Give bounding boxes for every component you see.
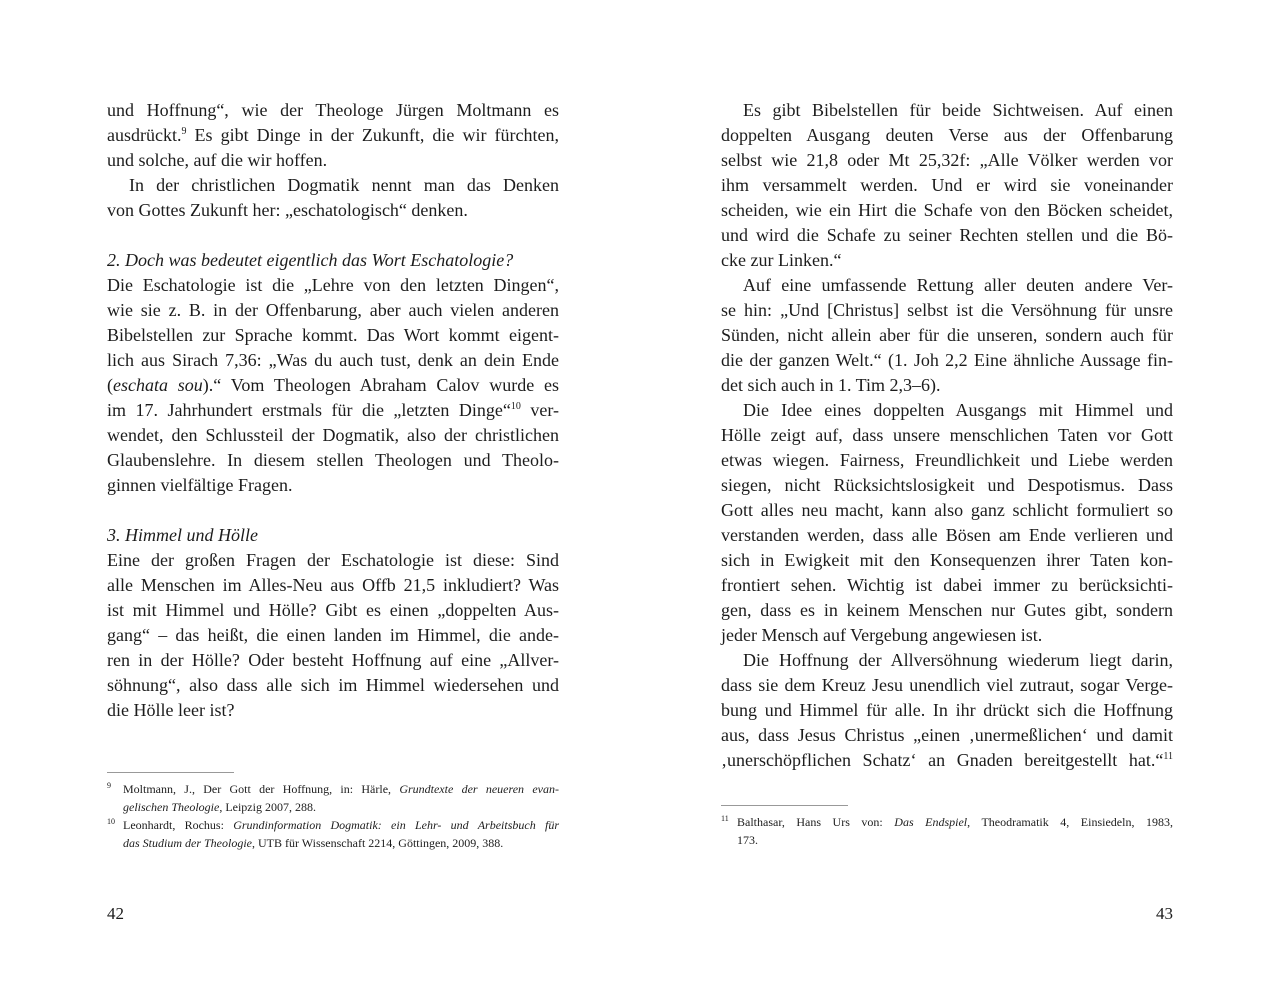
text-line [721, 273, 1173, 298]
italic-text: Das Endspiel [894, 815, 968, 829]
footnote-reference: 11 [1163, 751, 1173, 762]
text-run: , Leipzig 2007, 288. [219, 800, 316, 814]
italic-text: Grundtexte der neueren evan- [399, 782, 559, 796]
italic-text: das Studium der Theologie [123, 836, 252, 850]
text-run: ren in der Hölle? Oder besteht Hoffnung auf eine „Allver- [107, 650, 559, 670]
text-run: ( [107, 375, 113, 395]
text-run: Die Hoffnung der Allversöhnung wiederum liegt darin, [743, 650, 1173, 670]
right-footnote-rule [721, 805, 848, 806]
text-line [721, 648, 1173, 673]
text-line [107, 123, 559, 148]
text-run: verstanden werden, dass alle Bösen am Ende verlieren und [721, 525, 1173, 545]
text-run: Auf eine umfassende Rettung aller deuten andere Ver- [743, 275, 1173, 295]
text-line [107, 623, 559, 648]
text-run: ginnen vielfältige Fragen. [107, 475, 293, 495]
text-line [107, 398, 559, 423]
text-run: dass sie dem Kreuz Jesu unendlich viel zutraut, sogar Verge- [721, 675, 1173, 695]
text-run: aus, dass Jesus Christus „einen ‚unermeßlichen‘ und damit [721, 725, 1173, 745]
text-line [721, 748, 1173, 773]
left-footnotes [107, 780, 559, 852]
text-run: ver- [520, 400, 559, 420]
footnote-line [107, 798, 559, 816]
text-run: Leonhardt, Rochus: [123, 818, 234, 832]
footnote-line: 10 Leonhardt, Rochus: Grundinformation Dogmatik: ein Lehr- und Arbeitsbuch für [107, 817, 559, 832]
footnote-reference: 9 [181, 126, 187, 137]
text-run: etwas wiegen. Fairness, Freundlichkeit und Liebe werden [721, 450, 1173, 470]
text-line [107, 548, 559, 573]
text-run: die der ganzen Welt.“ (1. Joh 2,2 Eine ähnliche Aussage fin- [721, 350, 1173, 370]
text-run: frontiert sehen. Wichtig ist dabei immer zu berücksichti- [721, 575, 1173, 595]
text-line [107, 98, 559, 123]
text-line [721, 723, 1173, 748]
text-run: Sünden, nicht allein aber für die unseren, sondern auch für [721, 325, 1173, 345]
text-line [721, 448, 1173, 473]
text-line [107, 148, 559, 173]
text-line [721, 173, 1173, 198]
text-run: söhnung“, also dass alle sich im Himmel wiedersehen und [107, 675, 559, 695]
footnote-line [721, 831, 1173, 849]
text-line [721, 198, 1173, 223]
text-line [721, 148, 1173, 173]
text-line [721, 423, 1173, 448]
text-run: det sich auch in 1. Tim 2,3–6). [721, 375, 941, 395]
footnote-line [107, 834, 559, 852]
text-run: Hölle zeigt auf, dass unsere menschlichen Taten vor Gott [721, 425, 1173, 445]
text-run: Es gibt Bibelstellen für beide Sichtweisen. Auf einen [743, 100, 1173, 120]
left-footnote-rule [107, 772, 234, 773]
text-line [721, 548, 1173, 573]
text-line [107, 673, 559, 698]
text-line [107, 273, 559, 298]
text-line [721, 248, 1173, 273]
text-line [107, 173, 559, 198]
italic-text: eschata sou [113, 375, 203, 395]
text-line [107, 348, 559, 373]
text-run: , UTB für Wissenschaft 2214, Göttingen, 2009, 388. [252, 836, 504, 850]
left-body-text [107, 98, 559, 723]
text-run: Balthasar, Hans Urs von: [737, 815, 895, 829]
text-run: jeder Mensch auf Vergebung angewiesen ist. [721, 625, 1043, 645]
text-run: Gott alles neu macht, kann also ganz schlicht formuliert so [721, 500, 1173, 520]
text-line [107, 573, 559, 598]
text-run: Eine der großen Fragen der Eschatologie ist diese: Sind [107, 550, 559, 570]
text-run: die Hölle leer ist? [107, 700, 235, 720]
text-run: ihm versammelt werden. Und er wird sie voneinander [721, 175, 1173, 195]
italic-text: 2. Doch was bedeutet eigentlich das Wort Eschatologie? [107, 250, 514, 270]
text-line [721, 348, 1173, 373]
text-line [107, 698, 559, 723]
right-footnotes [721, 813, 1173, 849]
text-line [721, 298, 1173, 323]
text-run: selbst wie 21,8 oder Mt 25,32f: „Alle Völker werden vor [721, 150, 1173, 170]
text-run: und Hoffnung“, wie der Theologe Jürgen Moltmann es [107, 100, 559, 120]
right-page [721, 0, 1173, 992]
text-run: Es gibt Dinge in der Zukunft, die wir fürchten, [186, 125, 559, 145]
text-line [107, 198, 559, 223]
page-number-right: 43 [1156, 904, 1173, 923]
footnote-reference: 10 [510, 401, 521, 412]
text-run: ‚unerschöpflichen Schatz‘ an Gnaden bereitgestellt hat.“ [721, 750, 1164, 770]
footnote-line: 11 Balthasar, Hans Urs von: Das Endspiel, Theodramatik 4, Einsiedeln, 1983, [721, 814, 1173, 829]
text-line [721, 398, 1173, 423]
text-run: Bibelstellen zur Sprache kommt. Das Wort kommt eigent- [107, 325, 559, 345]
text-run: lich aus Sirach 7,36: „Was du auch tust, denk an dein Ende [107, 350, 559, 370]
text-line [107, 448, 559, 473]
text-run: gang“ – das heißt, die einen landen im Himmel, die ande- [107, 625, 559, 645]
text-run: und solche, auf die wir hoffen. [107, 150, 328, 170]
text-run: ist mit Himmel und Hölle? Gibt es einen „doppelten Aus- [107, 600, 559, 620]
text-line [721, 598, 1173, 623]
text-line [721, 373, 1173, 398]
text-line [107, 248, 559, 273]
text-run: Moltmann, J., Der Gott der Hoffnung, in: Härle, [123, 782, 400, 796]
text-run: 173. [737, 833, 758, 847]
text-line [721, 523, 1173, 548]
text-line [721, 498, 1173, 523]
text-line [721, 123, 1173, 148]
text-run: cke zur Linken.“ [721, 250, 842, 270]
text-line [721, 473, 1173, 498]
text-line [107, 523, 559, 548]
right-body-text [721, 98, 1173, 773]
text-run: von Gottes Zukunft her: „eschatologisch“ denken. [107, 200, 468, 220]
text-run: und wird die Schafe zu seiner Rechten stellen und die Bö- [721, 225, 1173, 245]
text-run: Glaubenslehre. In diesem stellen Theologen und Theolo- [107, 450, 559, 470]
paragraph-gap [107, 498, 559, 523]
page-number-left: 42 [107, 904, 124, 923]
footnote-line: 9 Moltmann, J., Der Gott der Hoffnung, in: Härle, Grundtexte der neueren evan- [107, 781, 559, 796]
text-run: ).“ Vom Theologen Abraham Calov wurde es [202, 375, 559, 395]
text-run: doppelten Ausgang deuten Verse aus der Offenbarung [721, 125, 1173, 145]
text-line [107, 473, 559, 498]
italic-text: gelischen Theologie [123, 800, 220, 814]
text-run: scheiden, wie ein Hirt die Schafe von den Böcken scheidet, [721, 200, 1173, 220]
text-line [721, 673, 1173, 698]
italic-text: 3. Himmel und Hölle [107, 525, 258, 545]
italic-text: Grundinformation Dogmatik: ein Lehr- und Arbeitsbuch für [233, 818, 559, 832]
text-run: alle Menschen im Alles-Neu aus Offb 21,5 inkludiert? Was [107, 575, 559, 595]
text-line [107, 423, 559, 448]
text-run: im 17. Jahrhundert erstmals für die „letzten Dinge“ [107, 400, 511, 420]
text-run: , Theodramatik 4, Einsiedeln, 1983, [967, 815, 1173, 829]
text-run: bung und Himmel für alle. In ihr drückt sich die Hoffnung [721, 700, 1173, 720]
text-run: wendet, den Schlussteil der Dogmatik, also der christlichen [107, 425, 559, 445]
text-run: Die Eschatologie ist die „Lehre von den letzten Dingen“, [107, 275, 559, 295]
left-page [107, 0, 559, 992]
text-run: siegen, nicht Rücksichtslosigkeit und Despotismus. Dass [721, 475, 1173, 495]
text-line [721, 623, 1173, 648]
text-line [107, 323, 559, 348]
text-run: Die Idee eines doppelten Ausgangs mit Himmel und [743, 400, 1173, 420]
text-line [107, 298, 559, 323]
text-line [721, 223, 1173, 248]
paragraph-gap [107, 223, 559, 248]
text-line [107, 598, 559, 623]
text-line [721, 323, 1173, 348]
text-run: sich in Ewigkeit mit den Konsequenzen ihrer Taten kon- [721, 550, 1173, 570]
text-run: se hin: „Und [Christus] selbst ist die Versöhnung für unsre [721, 300, 1173, 320]
text-line [721, 98, 1173, 123]
text-run: ausdrückt. [107, 125, 182, 145]
text-run: wie sie z. B. in der Offenbarung, aber auch vielen anderen [107, 300, 559, 320]
text-line [721, 698, 1173, 723]
text-run: In der christlichen Dogmatik nennt man das Denken [129, 175, 559, 195]
text-line [107, 373, 559, 398]
text-run: gen, dass es in keinem Menschen nur Gutes gibt, sondern [721, 600, 1173, 620]
text-line [721, 573, 1173, 598]
text-line [107, 648, 559, 673]
